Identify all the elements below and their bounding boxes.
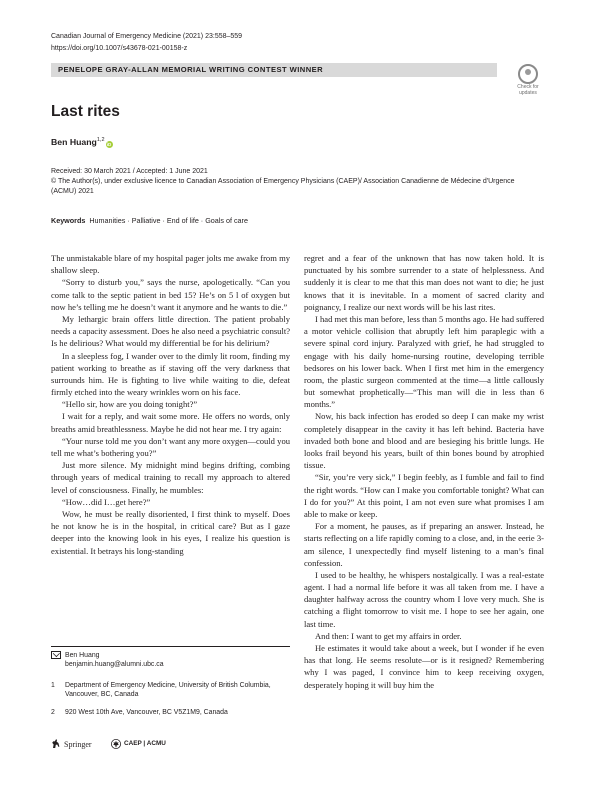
keywords-label: Keywords [51,216,86,225]
caep-leaf-icon [111,739,121,749]
check-updates-icon [518,64,538,84]
body-paragraph: My lethargic brain offers little direction. The patient probably needs a capacity assessment. Does he also need a psychiatric consult? Is he delirious? What would my differential be for his delirium? [51,313,290,349]
body-paragraph: The unmistakable blare of my hospital pager jolts me awake from my shallow sleep. [51,253,290,276]
body-paragraph: I had met this man before, less than 5 months ago. He had suffered a motor vehicle collision that abruptly left him paraplegic with a severe spinal cord injury. Paralyzed with grief, he had struggled to engage with his daily home-nursing routine, developing terrible bedsores on his lower back. When I first met him in the emergency room, the plastic surgeon commented at the time—a little callously but somewhat prophetically—“This man will die in less than 6 months.” [304,313,544,410]
body-paragraph: “Sir, you’re very sick,” I begin feebly, as I fumble and fail to find the right words. “How can I make you comfortable tonight? What can I do for you?” At this point, I am not even sure what promises I am able to make or keep. [304,472,544,519]
body-paragraph: Wow, he must be really disoriented, I first think to myself. Does he not know he is in the hospital, in critical care? But as I gaze deeper into the knowing look in his eyes, I realize his question is existential. It betrays his long-standing [51,508,290,556]
journal-citation: Canadian Journal of Emergency Medicine (2021) 23:558–559 [51,33,243,40]
body-paragraph: “Sorry to disturb you,” says the nurse, apologetically. “Can you come talk to the septic patient in bed 15? He’s on 5 l of oxygen but now he’s telling me he doesn’t want it anymore and he wants to die.” [51,277,290,312]
envelope-icon [51,651,61,662]
body-paragraph: He estimates it would take about a week, but I wonder if he even has that long. He seems resolute—or is it resigned? Remembering why I was paged, I convince him to keep receiving oxygen, desperately hoping it will buy him the [304,643,544,690]
body-paragraph: “Your nurse told me you don’t want any more oxygen—could you tell me what’s bothering you?” [51,435,290,458]
body-paragraph: “Hello sir, how are you doing tonight?” [62,399,198,410]
orcid-icon[interactable]: iD [106,142,112,147]
affiliation-text: 920 West 10th Ave, Vancouver, BC V5Z1M9, Canada [65,709,228,716]
check-for-updates-badge[interactable] [513,64,543,94]
body-paragraph: I wait for a reply, and wait some more. He offers no words, only breaths amid breathlessness. Maybe he did not hear me. I try again: [51,411,290,434]
body-column-left [51,252,290,557]
contest-banner [51,63,497,77]
keywords-list: Humanities · Palliative · End of life · Goals of care [89,216,248,225]
received-accepted: Received: 30 March 2021 / Accepted: 1 June 2021 [51,168,208,175]
check-updates-label: Check for updates [517,84,539,96]
publication-dates [51,167,541,196]
affiliation-text: Department of Emergency Medicine, University of British Columbia, Vancouver, BC, Canada [65,682,271,699]
journal-header [51,31,242,54]
body-paragraph: And then: I want to get my affairs in order. [315,630,462,641]
author-line [51,137,113,148]
body-paragraph: I used to be healthy, he whispers nostalgically. I was a real-estate agent. I had a normal life before it was all taken from me. I have a daughter halfway across the country whom I love very much. She is catching a flight tomorrow to visit me. I hope to see her again, one last time. [304,569,544,629]
keywords-line [51,216,248,225]
body-paragraph: “How…did I…get here?” [62,496,151,507]
affiliation-2 [51,708,291,719]
body-column-right [304,252,544,691]
doi-link[interactable]: https://doi.org/10.1007/s43678-021-00158-z [51,44,188,52]
body-paragraph: Just more silence. My midnight mind begins drifting, combing through years of medical training to recall my approach to altered level of consciousness. Finally, he mumbles: [51,460,290,495]
article-title: Last rites [51,103,120,120]
contact-name: Ben Huang [65,652,100,659]
springer-horse-icon [51,738,61,749]
contact-email[interactable]: benjamin.huang@alumni.ubc.ca [65,661,164,669]
copyright-notice: © The Author(s), under exclusive licence to Canadian Association of Emergency Physicians (CAEP)/ Association Canadienne de Médecine d'Urgence (ACMU) 2021 [51,177,515,195]
body-paragraph: For a moment, he pauses, as if preparing an answer. Instead, he starts reflecting on a life rapidly coming to a close, and, in the eerie 3-am silence, I unexpectedly find myself listening to a man’s final confession. [304,521,544,568]
author-affiliation-marks: 1,2 [96,137,105,143]
affiliation-mark: 1 [51,682,55,689]
corresponding-author-note [51,651,291,671]
society-logo: CAEP | ACMU [124,740,166,747]
affiliation-mark: 2 [51,709,55,716]
banner-text: PENELOPE GRAY-ALLAN MEMORIAL WRITING CONTEST WINNER [58,65,324,74]
body-paragraph: In a sleepless fog, I wander over to the dimly lit room, finding my patient working to breathe as if staving off the very darkness that surrounds him. He is fighting to live while waiting to die, defeat firmly etched into the weary wrinkles worn on his face. [51,350,290,398]
body-paragraph: Now, his back infection has eroded so deep I can make my wrist completely disappear in the cavity it has left behind. Bacteria have invaded both bone and blood and are besieging his brittle lungs. He looks frail beyond his years, built of thin bones bound by atrophied tissue. [304,411,544,471]
body-paragraph: regret and a fear of the unknown that has now taken hold. It is punctuated by his sombre surrender to a state of helplessness. And suddenly it is clear to me that this man does not want to die; he just knows that it is inevitable. In a moment of sacred clarity and poignancy, I realize our next words will be his last rites. [304,253,544,312]
footnote-divider [51,646,290,647]
publisher-logo: Springer [64,740,92,749]
affiliation-1 [51,681,291,701]
author-name[interactable]: Ben Huang [51,137,97,147]
